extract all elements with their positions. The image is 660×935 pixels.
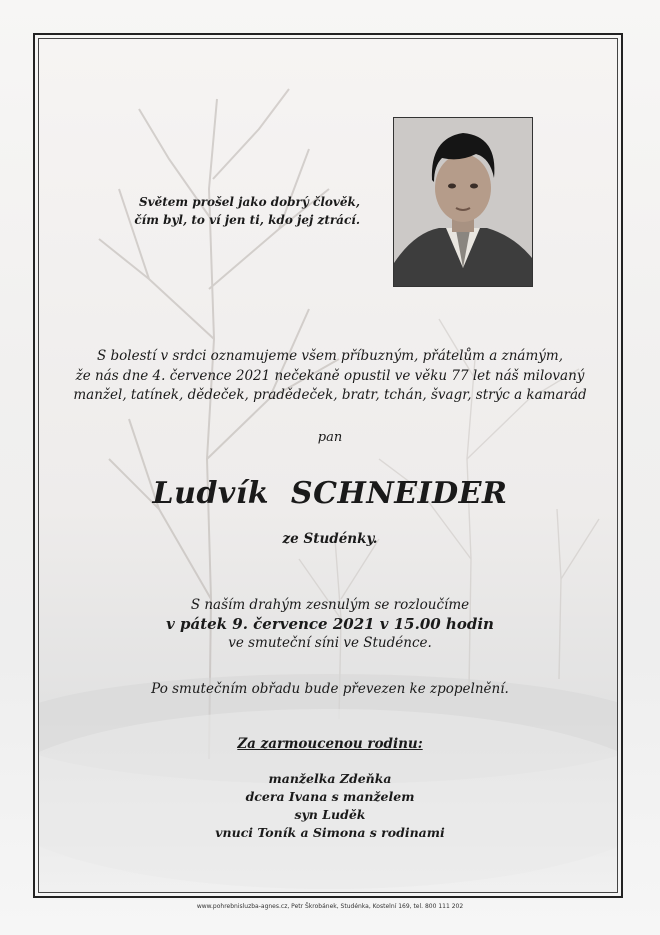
family-member: vnuci Toník a Simona s rodinami — [215, 825, 445, 840]
family-member: manželka Zdeňka — [268, 771, 392, 786]
announcement-line: že nás dne 4. července 2021 nečekaně opustil ve věku 77 let náš milovaný — [75, 367, 585, 384]
cremation-note: Po smutečním obřadu bude převezen ke zpopelnění. — [151, 681, 509, 697]
motto-line: čím byl, to ví jen ti, kdo jej ztrácí. — [134, 213, 360, 227]
title-word: pan — [317, 430, 343, 445]
announcement-line: manžel, tatínek, dědeček, pradědeček, bratr, tchán, švagr, strýc a kamarád — [73, 387, 587, 403]
deceased-name: Ludvík SCHNEIDER — [152, 476, 508, 511]
motto-line: Světem prošel jako dobrý člověk, — [138, 195, 360, 209]
farewell-info — [60, 596, 600, 653]
footer-credit: www.pohrebnisluzba-agnes.cz, Petr Škrobánek, Studénka, Kostelní 169, tel. 800 111 202 — [196, 903, 464, 910]
announcement-line: S bolestí v srdci oznamujeme všem příbuzným, přátelům a známým, — [96, 348, 563, 364]
family-heading: Za zarmoucenou rodinu: — [237, 736, 423, 752]
portrait-figure — [394, 118, 532, 286]
farewell-date: v pátek 9. července 2021 v 15.00 hodin — [166, 615, 494, 633]
family-member: dcera Ivana s manželem — [245, 789, 415, 804]
farewell-place: ve smuteční síni ve Studénce. — [228, 635, 432, 651]
portrait-photo — [393, 117, 533, 287]
motto — [100, 193, 360, 229]
family-list — [60, 770, 600, 842]
farewell-line: S naším drahým zesnulým se rozloučíme — [190, 597, 470, 613]
family-member: syn Luděk — [294, 807, 366, 822]
origin: ze Studénky. — [282, 531, 378, 547]
announcement — [60, 347, 600, 406]
